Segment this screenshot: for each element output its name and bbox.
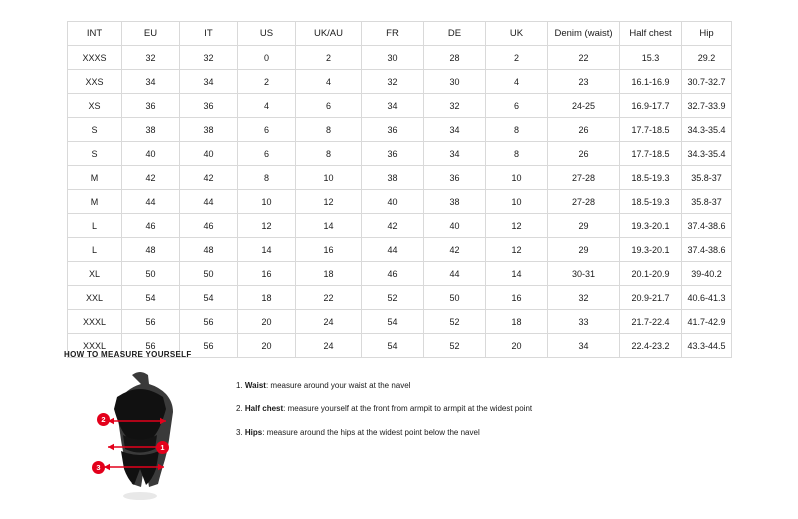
table-cell: 46 [362, 262, 424, 286]
table-cell: 41.7-42.9 [682, 310, 732, 334]
table-cell: 6 [486, 94, 548, 118]
measure-badge-1: 1 [156, 441, 169, 454]
column-header-it: IT [180, 22, 238, 46]
table-cell: 8 [296, 118, 362, 142]
table-cell: 44 [180, 190, 238, 214]
table-cell: 18 [238, 286, 296, 310]
table-cell: 54 [180, 286, 238, 310]
table-cell: 23 [548, 70, 620, 94]
table-cell: 18 [296, 262, 362, 286]
table-cell: 34.3-35.4 [682, 118, 732, 142]
table-cell: 17.7-18.5 [620, 142, 682, 166]
table-cell: 30-31 [548, 262, 620, 286]
table-row [68, 46, 732, 70]
table-cell: 24 [296, 334, 362, 358]
table-cell: 29 [548, 214, 620, 238]
table-cell: 21.7-22.4 [620, 310, 682, 334]
table-row [68, 190, 732, 214]
table-cell: 32 [424, 94, 486, 118]
how-to-measure-title: HOW TO MEASURE YOURSELF [64, 350, 192, 359]
table-cell: 34 [548, 334, 620, 358]
table-cell: 46 [122, 214, 180, 238]
table-cell: 16 [238, 262, 296, 286]
table-cell: 32 [180, 46, 238, 70]
table-cell: S [68, 142, 122, 166]
column-header-ukau: UK/AU [296, 22, 362, 46]
table-cell: 50 [424, 286, 486, 310]
instruction-number: 1. [236, 381, 243, 390]
column-header-uk: UK [486, 22, 548, 46]
table-row [68, 70, 732, 94]
table-cell: 20.1-20.9 [620, 262, 682, 286]
table-cell: 56 [180, 334, 238, 358]
table-cell: 34 [362, 94, 424, 118]
table-cell: 20.9-21.7 [620, 286, 682, 310]
table-cell: 8 [238, 166, 296, 190]
measure-instructions-list [236, 381, 532, 451]
table-cell: 32.7-33.9 [682, 94, 732, 118]
table-cell: 14 [486, 262, 548, 286]
table-cell: 17.7-18.5 [620, 118, 682, 142]
table-cell: 54 [362, 334, 424, 358]
table-cell: 8 [486, 142, 548, 166]
table-row [68, 238, 732, 262]
table-cell: 42 [122, 166, 180, 190]
table-cell: 40 [180, 142, 238, 166]
table-cell: 38 [424, 190, 486, 214]
table-cell: 40 [362, 190, 424, 214]
table-cell: 16 [486, 286, 548, 310]
table-cell: 54 [362, 310, 424, 334]
table-cell: 30.7-32.7 [682, 70, 732, 94]
table-cell: 48 [122, 238, 180, 262]
table-cell: 6 [238, 142, 296, 166]
instruction-number: 2. [236, 404, 243, 414]
table-cell: 50 [122, 262, 180, 286]
table-cell: 46 [180, 214, 238, 238]
table-cell: 39-40.2 [682, 262, 732, 286]
column-header-half-chest: Half chest [620, 22, 682, 46]
table-cell: 54 [122, 286, 180, 310]
table-cell: 4 [296, 70, 362, 94]
size-chart-table [67, 21, 732, 358]
table-row [68, 142, 732, 166]
table-cell: 34.3-35.4 [682, 142, 732, 166]
table-cell: 37.4-38.6 [682, 238, 732, 262]
table-cell: 40.6-41.3 [682, 286, 732, 310]
table-cell: 29.2 [682, 46, 732, 70]
table-cell: 20 [238, 334, 296, 358]
table-cell: 16.9-17.7 [620, 94, 682, 118]
table-cell: 30 [362, 46, 424, 70]
table-cell: XXXL [68, 310, 122, 334]
table-cell: 6 [296, 94, 362, 118]
table-cell: 32 [122, 46, 180, 70]
table-cell: 38 [180, 118, 238, 142]
table-cell: 36 [180, 94, 238, 118]
table-row [68, 310, 732, 334]
table-cell: 36 [362, 118, 424, 142]
table-cell: 50 [180, 262, 238, 286]
instruction-term: Half chest [244, 404, 284, 414]
instruction-term: Waist [244, 381, 266, 390]
table-cell: 6 [238, 118, 296, 142]
table-cell: 35.8-37 [682, 190, 732, 214]
table-cell: 12 [486, 214, 548, 238]
table-cell: XXXL [68, 334, 122, 358]
table-cell: 10 [238, 190, 296, 214]
instruction-text: : measure around your waist at the navel [265, 381, 411, 390]
table-cell: 56 [180, 310, 238, 334]
table-cell: 36 [362, 142, 424, 166]
table-cell: 16 [296, 238, 362, 262]
table-cell: 19.3-20.1 [620, 238, 682, 262]
column-header-fr: FR [362, 22, 424, 46]
measure-instruction [236, 428, 532, 438]
table-cell: 14 [238, 238, 296, 262]
table-cell: 36 [424, 166, 486, 190]
table-cell: 18.5-19.3 [620, 166, 682, 190]
table-cell: 44 [424, 262, 486, 286]
table-row [68, 214, 732, 238]
table-cell: M [68, 166, 122, 190]
table-cell: 0 [238, 46, 296, 70]
table-row [68, 286, 732, 310]
table-cell: 42 [424, 238, 486, 262]
mannequin-figure [70, 365, 210, 505]
table-cell: 52 [362, 286, 424, 310]
instruction-text: : measure yourself at the front from armpit to armpit at the widest point [283, 404, 533, 414]
table-cell: 19.3-20.1 [620, 214, 682, 238]
table-cell: 4 [486, 70, 548, 94]
table-cell: 27-28 [548, 166, 620, 190]
table-cell: 52 [424, 310, 486, 334]
table-cell: 2 [486, 46, 548, 70]
table-cell: S [68, 118, 122, 142]
table-cell: 32 [362, 70, 424, 94]
table-cell: 8 [296, 142, 362, 166]
measure-instruction [236, 404, 532, 414]
table-cell: 15.3 [620, 46, 682, 70]
column-header-de: DE [424, 22, 486, 46]
column-header-int: INT [68, 22, 122, 46]
table-cell: 34 [424, 118, 486, 142]
column-header-eu: EU [122, 22, 180, 46]
table-row [68, 118, 732, 142]
instruction-number: 3. [236, 427, 243, 437]
table-cell: XXL [68, 286, 122, 310]
table-cell: 37.4-38.6 [682, 214, 732, 238]
table-cell: 34 [424, 142, 486, 166]
table-cell: L [68, 214, 122, 238]
table-row [68, 166, 732, 190]
table-cell: 18.5-19.3 [620, 190, 682, 214]
table-cell: 22 [296, 286, 362, 310]
table-cell: 10 [486, 190, 548, 214]
table-cell: XXXS [68, 46, 122, 70]
table-cell: 32 [548, 286, 620, 310]
table-cell: 44 [122, 190, 180, 214]
table-cell: 38 [122, 118, 180, 142]
mannequin-torso-icon [70, 365, 210, 505]
column-header-hip: Hip [682, 22, 732, 46]
table-cell: 22 [548, 46, 620, 70]
instruction-term: Hips [244, 427, 263, 437]
table-cell: 18 [486, 310, 548, 334]
table-row [68, 94, 732, 118]
table-cell: 20 [486, 334, 548, 358]
table-cell: 34 [122, 70, 180, 94]
table-cell: 12 [296, 190, 362, 214]
table-cell: 26 [548, 118, 620, 142]
table-cell: 48 [180, 238, 238, 262]
column-header-denim-waist: Denim (waist) [548, 22, 620, 46]
table-cell: 20 [238, 310, 296, 334]
measure-instruction [236, 381, 532, 391]
table-cell: 30 [424, 70, 486, 94]
table-cell: XS [68, 94, 122, 118]
table-cell: 35.8-37 [682, 166, 732, 190]
table-cell: 40 [122, 142, 180, 166]
table-header-row [68, 22, 732, 46]
table-cell: 52 [424, 334, 486, 358]
table-cell: 24-25 [548, 94, 620, 118]
table-cell: 12 [486, 238, 548, 262]
table-cell: 10 [296, 166, 362, 190]
table-cell: 4 [238, 94, 296, 118]
column-header-us: US [238, 22, 296, 46]
table-cell: 2 [296, 46, 362, 70]
table-cell: 36 [122, 94, 180, 118]
table-cell: 34 [180, 70, 238, 94]
instruction-text: : measure around the hips at the widest point below the navel [262, 427, 480, 437]
table-cell: 42 [180, 166, 238, 190]
table-cell: 12 [238, 214, 296, 238]
table-cell: 40 [424, 214, 486, 238]
table-cell: 8 [486, 118, 548, 142]
measure-badge-3: 3 [92, 461, 105, 474]
table-cell: 42 [362, 214, 424, 238]
table-cell: 26 [548, 142, 620, 166]
table-cell: L [68, 238, 122, 262]
table-cell: M [68, 190, 122, 214]
table-cell: 22.4-23.2 [620, 334, 682, 358]
table-cell: 24 [296, 310, 362, 334]
table-row [68, 262, 732, 286]
table-cell: 14 [296, 214, 362, 238]
how-to-measure-section [64, 350, 764, 505]
table-cell: 27-28 [548, 190, 620, 214]
table-cell: 56 [122, 334, 180, 358]
table-cell: 43.3-44.5 [682, 334, 732, 358]
table-cell: XXS [68, 70, 122, 94]
table-cell: 29 [548, 238, 620, 262]
table-cell: 10 [486, 166, 548, 190]
table-cell: 28 [424, 46, 486, 70]
table-cell: 2 [238, 70, 296, 94]
table-cell: XL [68, 262, 122, 286]
table-cell: 38 [362, 166, 424, 190]
table-cell: 33 [548, 310, 620, 334]
table-cell: 16.1-16.9 [620, 70, 682, 94]
measure-badge-2: 2 [97, 413, 110, 426]
table-cell: 44 [362, 238, 424, 262]
table-cell: 56 [122, 310, 180, 334]
